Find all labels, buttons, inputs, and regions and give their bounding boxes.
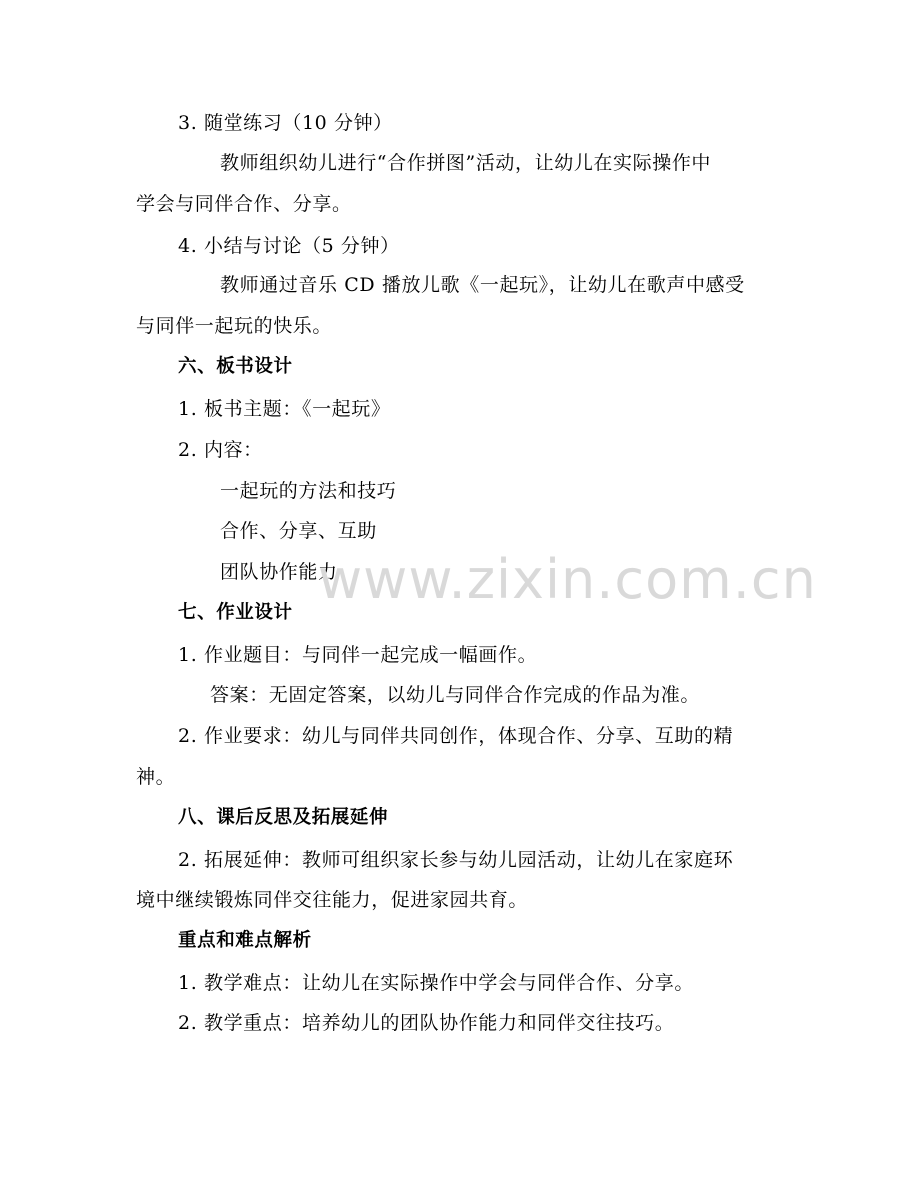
- board-content-item: 一起玩的方法和技巧: [220, 480, 397, 502]
- list-item-practice: 3. 随堂练习（10 分钟）: [178, 112, 393, 134]
- heading-homework-design: 七、作业设计: [178, 602, 293, 623]
- list-item-board-content: 2. 内容：: [178, 439, 263, 461]
- homework-answer: 答案：无固定答案，以幼儿与同伴合作完成的作品为准。: [210, 684, 701, 706]
- extension-line2: 境中继续锻炼同伴交往能力，促进家园共育。: [136, 889, 529, 911]
- list-item-homework-topic: 1. 作业题目：与同伴一起完成一幅画作。: [178, 644, 538, 666]
- homework-requirement-line2: 神。: [136, 766, 176, 788]
- board-content-item: 合作、分享、互助: [220, 520, 377, 542]
- paragraph-summary-line1: 教师通过音乐 CD 播放儿歌《一起玩》，让幼儿在歌声中感受: [220, 274, 745, 296]
- list-item-extension-line1: 2. 拓展延伸：教师可组织家长参与幼儿园活动，让幼儿在家庭环: [178, 849, 734, 871]
- board-content-item: 团队协作能力: [220, 561, 338, 583]
- heading-board-design: 六、板书设计: [178, 356, 293, 377]
- list-item-difficult-point: 1. 教学难点：让幼儿在实际操作中学会与同伴合作、分享。: [178, 972, 694, 994]
- paragraph-practice-line2: 学会与同伴合作、分享。: [136, 193, 352, 215]
- list-item-key-point: 2. 教学重点：培养幼儿的团队协作能力和同伴交往技巧。: [178, 1012, 675, 1034]
- list-item-summary: 4. 小结与讨论（5 分钟）: [178, 235, 400, 257]
- paragraph-practice-line1: 教师组织幼儿进行“合作拼图”活动，让幼儿在实际操作中: [220, 152, 712, 174]
- list-item-homework-requirement-line1: 2. 作业要求：幼儿与同伴共同创作，体现合作、分享、互助的精: [178, 725, 734, 747]
- list-item-board-topic: 1. 板书主题：《一起玩》: [178, 398, 391, 420]
- heading-reflection-extension: 八、课后反思及拓展延伸: [178, 807, 389, 828]
- heading-key-difficult-points: 重点和难点解析: [178, 930, 312, 951]
- watermark-text: www.zixin.com.cn: [318, 548, 817, 611]
- paragraph-summary-line2: 与同伴一起玩的快乐。: [136, 315, 333, 337]
